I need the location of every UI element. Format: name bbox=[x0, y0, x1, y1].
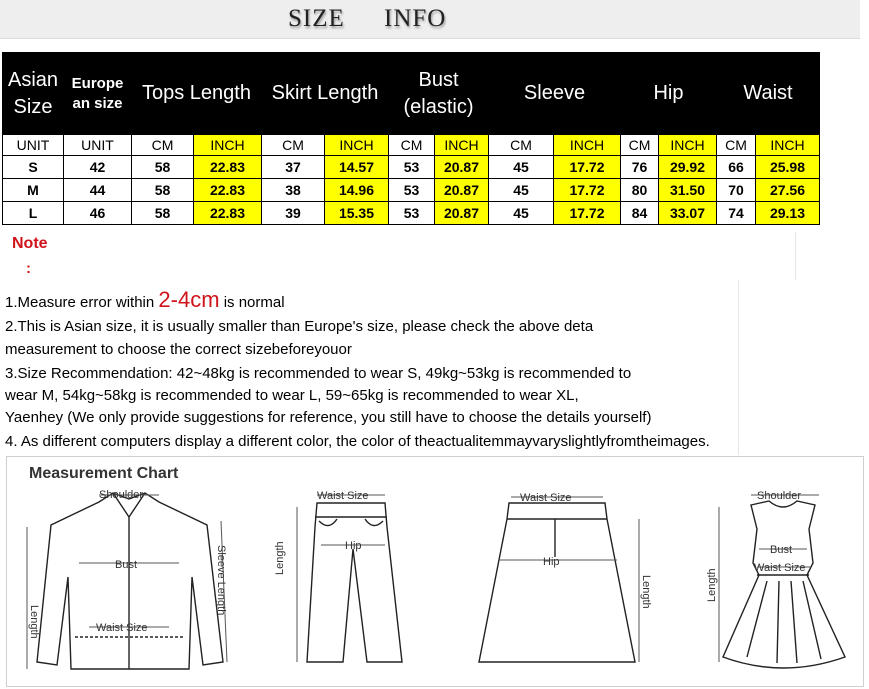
skirt-drawing bbox=[479, 503, 635, 662]
measurement-chart bbox=[6, 456, 864, 687]
size-cell: 42 bbox=[64, 156, 132, 179]
skirt-length-label: Length bbox=[640, 575, 652, 609]
size-cell: 66 bbox=[717, 156, 756, 179]
size-cell: 20.87 bbox=[435, 179, 489, 202]
size-cell: 58 bbox=[132, 156, 194, 179]
note-highlight: 2-4cm bbox=[158, 287, 220, 312]
size-cell: 17.72 bbox=[554, 202, 621, 225]
title-bar bbox=[0, 0, 860, 39]
size-cell: 46 bbox=[64, 202, 132, 225]
pants-drawing bbox=[307, 503, 402, 662]
unit-cell: INCH bbox=[659, 135, 717, 156]
header-sleeve: Sleeve bbox=[489, 53, 621, 135]
unit-cell: CM bbox=[489, 135, 554, 156]
size-cell: 45 bbox=[489, 179, 554, 202]
size-cell: 53 bbox=[389, 202, 435, 225]
size-cell: 17.72 bbox=[554, 156, 621, 179]
title-info: INFO bbox=[384, 5, 447, 32]
size-cell: 17.72 bbox=[554, 179, 621, 202]
size-cell: 14.96 bbox=[325, 179, 389, 202]
chart-title: Measurement Chart bbox=[29, 465, 179, 482]
note-title: Note bbox=[12, 235, 48, 252]
note-line-1: 1.Measure error within 2-4cm is normal bbox=[5, 287, 285, 312]
size-cell: 84 bbox=[621, 202, 659, 225]
note-colon: : bbox=[26, 260, 31, 277]
unit-cell: INCH bbox=[756, 135, 820, 156]
size-cell: L bbox=[3, 202, 64, 225]
header-europe-size: Europe an size bbox=[64, 53, 132, 135]
shirt-sleeve-label: Sleeve Length bbox=[215, 545, 227, 616]
note-line-2a: 2.This is Asian size, it is usually smaller than Europe's size, please check the above deta bbox=[5, 318, 594, 335]
size-cell: 22.83 bbox=[194, 179, 262, 202]
unit-cell: CM bbox=[132, 135, 194, 156]
size-cell: 20.87 bbox=[435, 202, 489, 225]
size-cell: 25.98 bbox=[756, 156, 820, 179]
size-cell: 74 bbox=[717, 202, 756, 225]
size-cell: 37 bbox=[262, 156, 325, 179]
size-cell: S bbox=[3, 156, 64, 179]
table-header-row bbox=[3, 53, 820, 135]
unit-cell: INCH bbox=[325, 135, 389, 156]
header-tops-length: Tops Length bbox=[132, 53, 262, 135]
size-cell: 45 bbox=[489, 156, 554, 179]
unit-cell: CM bbox=[389, 135, 435, 156]
dress-drawing bbox=[723, 501, 845, 668]
shirt-shoulder-label: Shoulder bbox=[99, 489, 144, 501]
shirt-length-label: Length bbox=[28, 605, 40, 639]
header-skirt-length: Skirt Length bbox=[262, 53, 389, 135]
size-cell: 53 bbox=[389, 179, 435, 202]
note-line-3c: Yaenhey (We only provide suggestions for reference, you still have to choose the details yourself) bbox=[5, 409, 652, 426]
size-cell: 76 bbox=[621, 156, 659, 179]
size-table bbox=[2, 52, 820, 225]
note-line-4: 4. As different computers display a different color, the color of theactualitemmayvaryslightlyfromtheimages. bbox=[5, 433, 710, 450]
size-cell: 20.87 bbox=[435, 156, 489, 179]
title-size: SIZE bbox=[288, 5, 345, 32]
size-cell: 29.13 bbox=[756, 202, 820, 225]
size-cell: 15.35 bbox=[325, 202, 389, 225]
size-cell: 27.56 bbox=[756, 179, 820, 202]
size-cell: 44 bbox=[64, 179, 132, 202]
dress-shoulder-label: Shoulder bbox=[757, 490, 802, 502]
unit-cell: INCH bbox=[194, 135, 262, 156]
unit-cell: CM bbox=[262, 135, 325, 156]
unit-cell: INCH bbox=[435, 135, 489, 156]
shirt-waist-label: Waist Size bbox=[96, 622, 148, 634]
unit-cell: UNIT bbox=[64, 135, 132, 156]
note-line-2b: measurement to choose the correct sizebeforeyouor bbox=[5, 341, 352, 358]
header-hip: Hip bbox=[621, 53, 717, 135]
shirt-drawing bbox=[37, 493, 223, 669]
header-waist: Waist bbox=[717, 53, 820, 135]
size-cell: 38 bbox=[262, 179, 325, 202]
unit-cell: CM bbox=[621, 135, 659, 156]
skirt-hip-label: Hip bbox=[543, 556, 560, 568]
pants-waist-label: Waist Size bbox=[317, 490, 369, 502]
size-cell: 33.07 bbox=[659, 202, 717, 225]
size-cell: M bbox=[3, 179, 64, 202]
skirt-waist-label: Waist Size bbox=[520, 492, 572, 504]
unit-cell: UNIT bbox=[3, 135, 64, 156]
unit-cell: CM bbox=[717, 135, 756, 156]
table-row bbox=[3, 179, 820, 202]
size-cell: 45 bbox=[489, 202, 554, 225]
dress-bust-label: Bust bbox=[770, 544, 793, 556]
header-asian-size: Asian Size bbox=[3, 53, 64, 135]
header-bust: Bust (elastic) bbox=[389, 53, 489, 135]
size-cell: 58 bbox=[132, 179, 194, 202]
size-cell: 70 bbox=[717, 179, 756, 202]
size-cell: 14.57 bbox=[325, 156, 389, 179]
size-cell: 80 bbox=[621, 179, 659, 202]
shirt-bust-label: Bust bbox=[115, 559, 138, 571]
note-line-3b: wear M, 54kg~58kg is recommended to wear L, 59~65kg is recommended to wear XL, bbox=[5, 387, 579, 404]
pants-hip-label: Hip bbox=[345, 540, 362, 552]
sheet-gridline bbox=[795, 232, 796, 280]
size-cell: 39 bbox=[262, 202, 325, 225]
size-cell: 53 bbox=[389, 156, 435, 179]
note-line-3a: 3.Size Recommendation: 42~48kg is recommended to wear S, 49kg~53kg is recommended to bbox=[5, 365, 632, 382]
table-unit-row bbox=[3, 135, 820, 156]
size-cell: 22.83 bbox=[194, 202, 262, 225]
unit-cell: INCH bbox=[554, 135, 621, 156]
dress-length-label: Length bbox=[706, 568, 718, 602]
size-cell: 22.83 bbox=[194, 156, 262, 179]
dress-waist-label: Waist Size bbox=[754, 562, 806, 574]
pants-length-label: Length bbox=[274, 541, 286, 575]
table-row bbox=[3, 156, 820, 179]
size-cell: 29.92 bbox=[659, 156, 717, 179]
measurement-drawings bbox=[7, 457, 863, 686]
table-row bbox=[3, 202, 820, 225]
sheet-gridline bbox=[738, 280, 739, 455]
size-cell: 31.50 bbox=[659, 179, 717, 202]
size-cell: 58 bbox=[132, 202, 194, 225]
